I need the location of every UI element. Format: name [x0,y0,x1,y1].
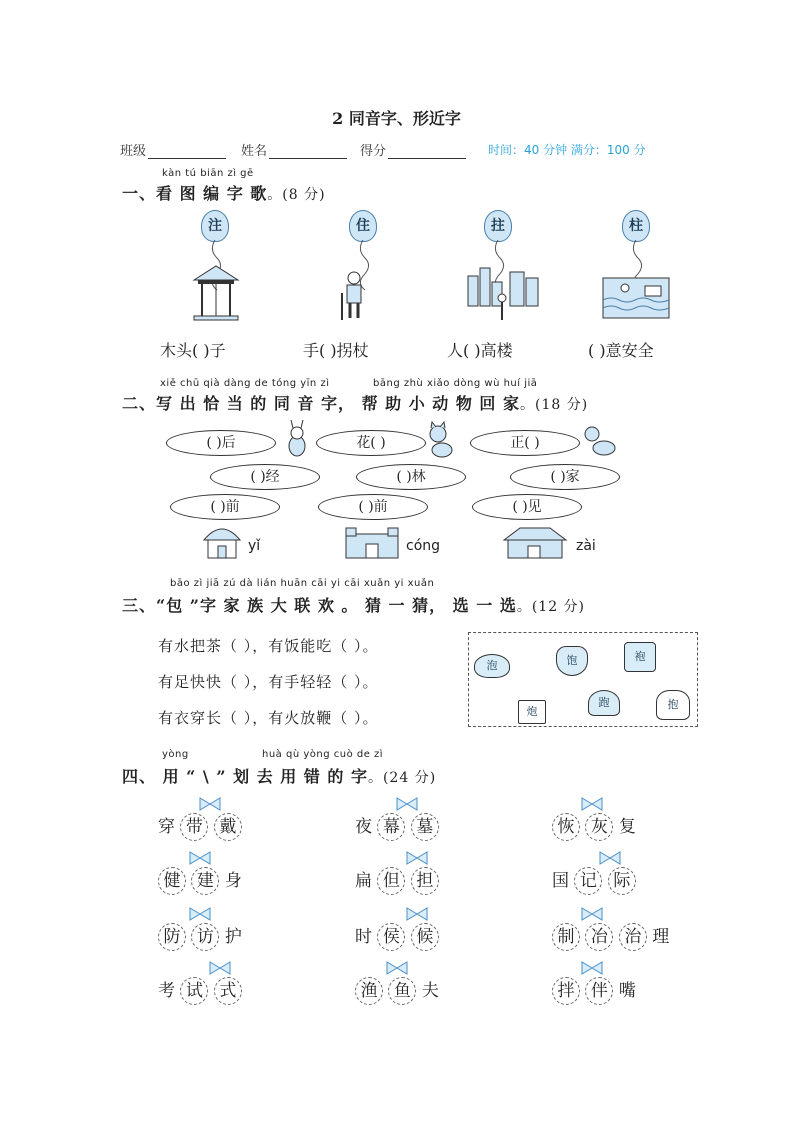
robe-pao: 袍 [624,642,656,672]
oval-jia[interactable]: ( )家 [510,464,620,490]
group-ye-mu[interactable]: 夜 幕 墓 [355,812,439,841]
oval-zheng[interactable]: 正( ) [470,430,580,456]
hand-bao: 抱 [656,690,690,720]
section4-pinyin-left: yòng [162,749,189,760]
group-jian-shen[interactable]: 健 建 身 [158,866,242,895]
oval-jian[interactable]: ( )见 [472,494,582,520]
score-field[interactable]: 得分 [360,140,466,159]
section3-row-3[interactable]: 有衣穿长（ ），有火放鞭（ ）。 [158,709,379,727]
firecracker-pao: 炮 [518,700,546,724]
group-bian-dan[interactable]: 扁 但 担 [355,866,439,895]
balloon-4: 柱 [622,210,650,242]
section2-heading: 二、写 出 恰 当 的 同 音 字， 帮 助 小 动 物 回 家。(18 分) [122,394,589,413]
section3-row-1[interactable]: 有水把茶（ ），有饭能吃（ ）。 [158,637,379,655]
section4-pinyin-right: huà qù yòng cuò de zì [262,749,384,760]
section3-pinyin: bāo zì jiā zú dà lián huān cāi yi cāi xuǎn yi xuǎn [170,578,435,589]
group-ban-zui[interactable]: 拌 伴 嘴 [552,976,636,1005]
oval-hou[interactable]: ( )后 [166,430,276,456]
bowl-bao: 饱 [556,646,588,676]
group-shi-hou[interactable]: 时 侯 候 [355,922,439,951]
section1-fill-2[interactable]: 手( )拐杖 [303,341,369,360]
shoe-pao: 跑 [588,690,620,716]
group-chuan-dai[interactable]: 穿 带 戴 [158,812,242,841]
name-field[interactable]: 姓名 [241,140,347,159]
section1-heading: 一、看 图 编 字 歌。(8 分) [122,184,326,203]
balloon-2: 住 [349,210,377,242]
group-hui-fu[interactable]: 恢 灰 复 [552,812,636,841]
group-zhi-li[interactable]: 制 冶 治 理 [552,922,669,951]
group-guo-ji[interactable]: 国 记 际 [552,866,636,895]
group-yu-fu[interactable]: 渔 鱼 夫 [355,976,439,1005]
oval-jing[interactable]: ( )经 [210,464,320,490]
oval-qian-2[interactable]: ( )前 [318,494,428,520]
section1-pinyin: kàn tú biān zì gē [162,168,254,179]
section1-fill-1[interactable]: 木头( )子 [160,341,226,360]
teapot-pao: 泡 [474,654,510,678]
section1-fill-4[interactable]: ( )意安全 [588,341,654,360]
section2-pinyin-left: xiě chū qià dàng de tóng yīn zì [160,378,330,389]
group-kao-shi[interactable]: 考 试 式 [158,976,242,1005]
section2-pinyin-right: bāng zhù xiǎo dòng wù huí jiā [373,378,538,389]
section1-fill-3[interactable]: 人( )高楼 [447,341,513,360]
section3-row-2[interactable]: 有足快快（ ），有手轻轻（ ）。 [158,673,379,691]
class-field[interactable]: 班级 [120,140,226,159]
house-label-yi: yǐ [248,538,261,554]
section4-heading: 四、 用 “ \ ” 划 去 用 错 的 字。(24 分) [122,767,437,786]
oval-hua[interactable]: 花( ) [316,430,426,456]
time-info: 时间：40 分钟 满分：100 分 [488,143,646,157]
group-fang-hu[interactable]: 防 访 护 [158,922,242,951]
page-title: 2 同音字、形近字 [332,109,461,128]
section3-heading: 三、“包 ”字 家 族 大 联 欢 。 猜 一 猜， 选 一 选。(12 分) [122,596,586,615]
balloon-1: 注 [201,210,229,242]
balloon-3: 拄 [484,210,512,242]
house-label-zai: zài [576,538,596,554]
oval-qian-1[interactable]: ( )前 [170,494,280,520]
oval-lin[interactable]: ( )林 [356,464,466,490]
house-label-cong: cóng [406,538,441,554]
